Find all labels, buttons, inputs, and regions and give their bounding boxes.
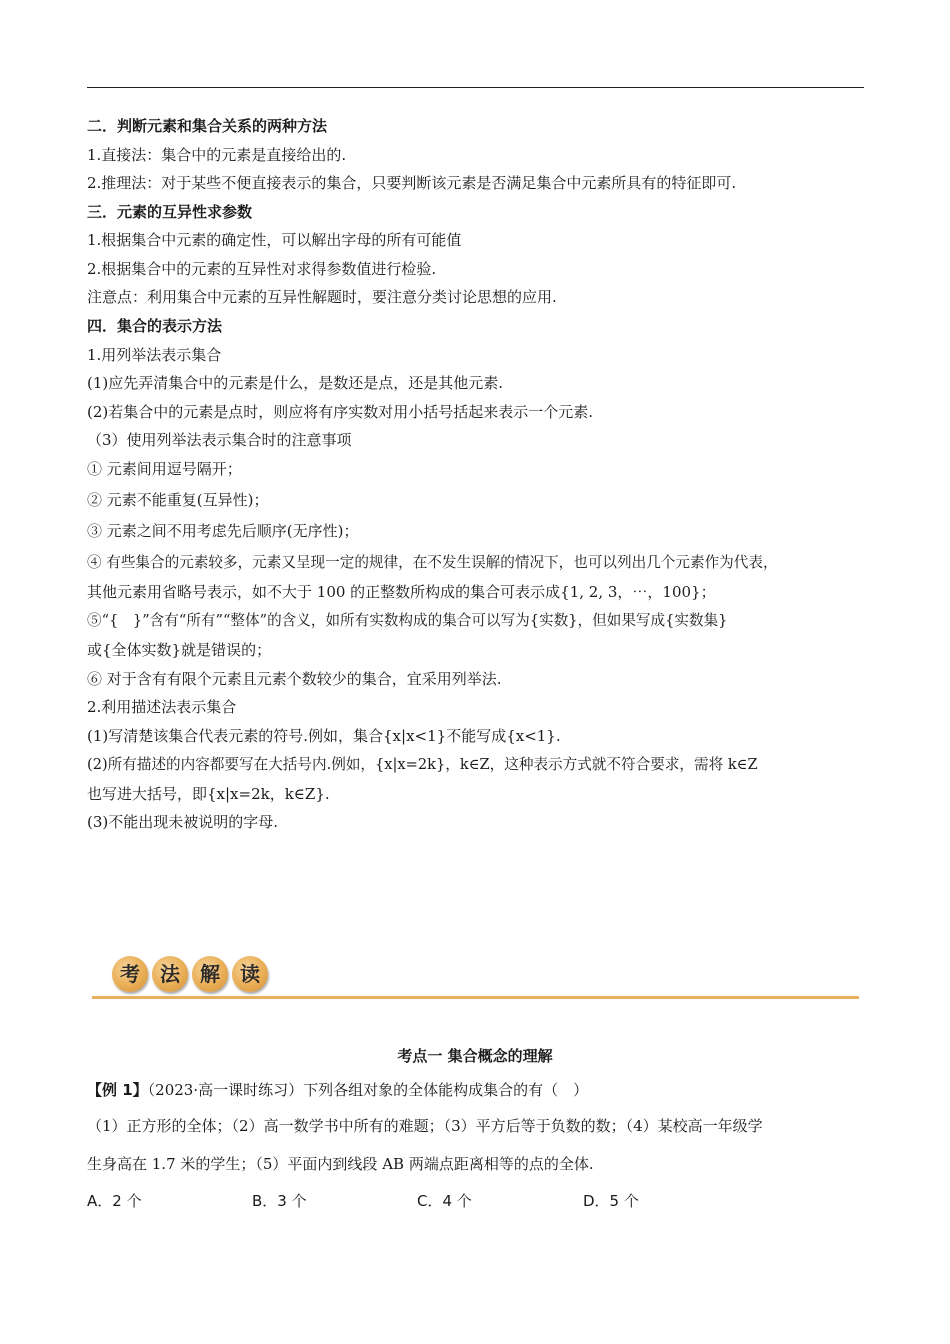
text-line: 2.推理法：对于某些不便直接表示的集合，只要判断该元素是否满足集合中元素所具有的特征即可. xyxy=(87,174,737,192)
section-4-title: 四．集合的表示方法 xyxy=(87,317,223,335)
question-line: 生身高在 1.7 米的学生；（5）平面内到线段 AB 两端点距离相等的点的全体. xyxy=(87,1155,594,1173)
list-item: ⑤“{ }”含有“所有”“整体”的含义，如所有实数构成的集合可以写为{实数}，但如果写成{实数集} xyxy=(87,612,728,629)
text-line: 2.利用描述法表示集合 xyxy=(87,698,237,716)
text-line: 1.用列举法表示集合 xyxy=(87,346,222,364)
list-item: ④ 有些集合的元素较多，元素又呈现一定的规律，在不发生误解的情况下，也可以列出几个元素作为代表， xyxy=(87,554,778,571)
kaodian-title: 考点一 集合概念的理解 xyxy=(397,1047,553,1065)
question-line: （1）正方形的全体；（2）高一数学书中所有的难题；（3）平方后等于负数的数；（4）某校高一年级学 xyxy=(87,1117,763,1135)
list-item: ① 元素间用逗号隔开； xyxy=(87,460,242,478)
note-line: 注意点：利用集合中元素的互异性解题时，要注意分类讨论思想的应用. xyxy=(87,288,557,306)
text-line: (2)所有描述的内容都要写在大括号内.例如，{x|x=2k}，k∈Z，这种表示方式就不符合要求，需将 k∈Z xyxy=(87,756,758,773)
section-2-title: 二．判断元素和集合关系的两种方法 xyxy=(87,117,328,135)
banner-char: 读 xyxy=(232,956,268,992)
banner-char: 考 xyxy=(112,956,148,992)
list-item: ③ 元素之间不用考虑先后顺序(无序性)； xyxy=(87,522,359,540)
option-d: D．5 个 xyxy=(583,1192,639,1210)
text-line: 1.直接法：集合中的元素是直接给出的. xyxy=(87,146,347,164)
example-source: （2023·高一课时练习）下列各组对象的全体能构成集合的有（ ） xyxy=(147,1081,589,1099)
text-line: 也写进大括号，即{x|x=2k，k∈Z}. xyxy=(87,785,330,803)
banner-underline xyxy=(92,996,859,999)
text-line: 2.根据集合中的元素的互异性对求得参数值进行检验. xyxy=(87,260,437,278)
list-item: 或{全体实数}就是错误的； xyxy=(87,641,272,659)
section-3-title: 三．元素的互异性求参数 xyxy=(87,203,253,221)
option-b: B．3 个 xyxy=(252,1192,307,1210)
text-line: (2)若集合中的元素是点时，则应将有序实数对用小括号括起来表示一个元素. xyxy=(87,403,594,421)
banner-char: 法 xyxy=(152,956,188,992)
list-item: ⑥ 对于含有有限个元素且元素个数较少的集合，宜采用列举法. xyxy=(87,670,502,688)
option-a: A．2 个 xyxy=(87,1192,142,1210)
banner-char: 解 xyxy=(192,956,228,992)
text-line: (3)不能出现未被说明的字母. xyxy=(87,813,279,831)
kaofa-jiedu-banner xyxy=(92,956,862,1002)
text-line: （3）使用列举法表示集合时的注意事项 xyxy=(87,431,352,449)
option-c: C．4 个 xyxy=(417,1192,472,1210)
example-tag: 【例 1】 xyxy=(87,1081,148,1099)
list-item: 其他元素用省略号表示，如不大于 100 的正整数所构成的集合可表示成{1, 2, 3，⋯，100}； xyxy=(87,583,716,601)
text-line: 1.根据集合中元素的确定性，可以解出字母的所有可能值 xyxy=(87,231,462,249)
text-line: (1)写清楚该集合代表元素的符号.例如，集合{x|x<1}不能写成{x<1}. xyxy=(87,727,561,745)
text-line: (1)应先弄清集合中的元素是什么，是数还是点，还是其他元素. xyxy=(87,374,504,392)
header-rule xyxy=(87,87,864,88)
example-header xyxy=(87,1080,588,1100)
list-item: ② 元素不能重复(互异性)； xyxy=(87,491,269,509)
